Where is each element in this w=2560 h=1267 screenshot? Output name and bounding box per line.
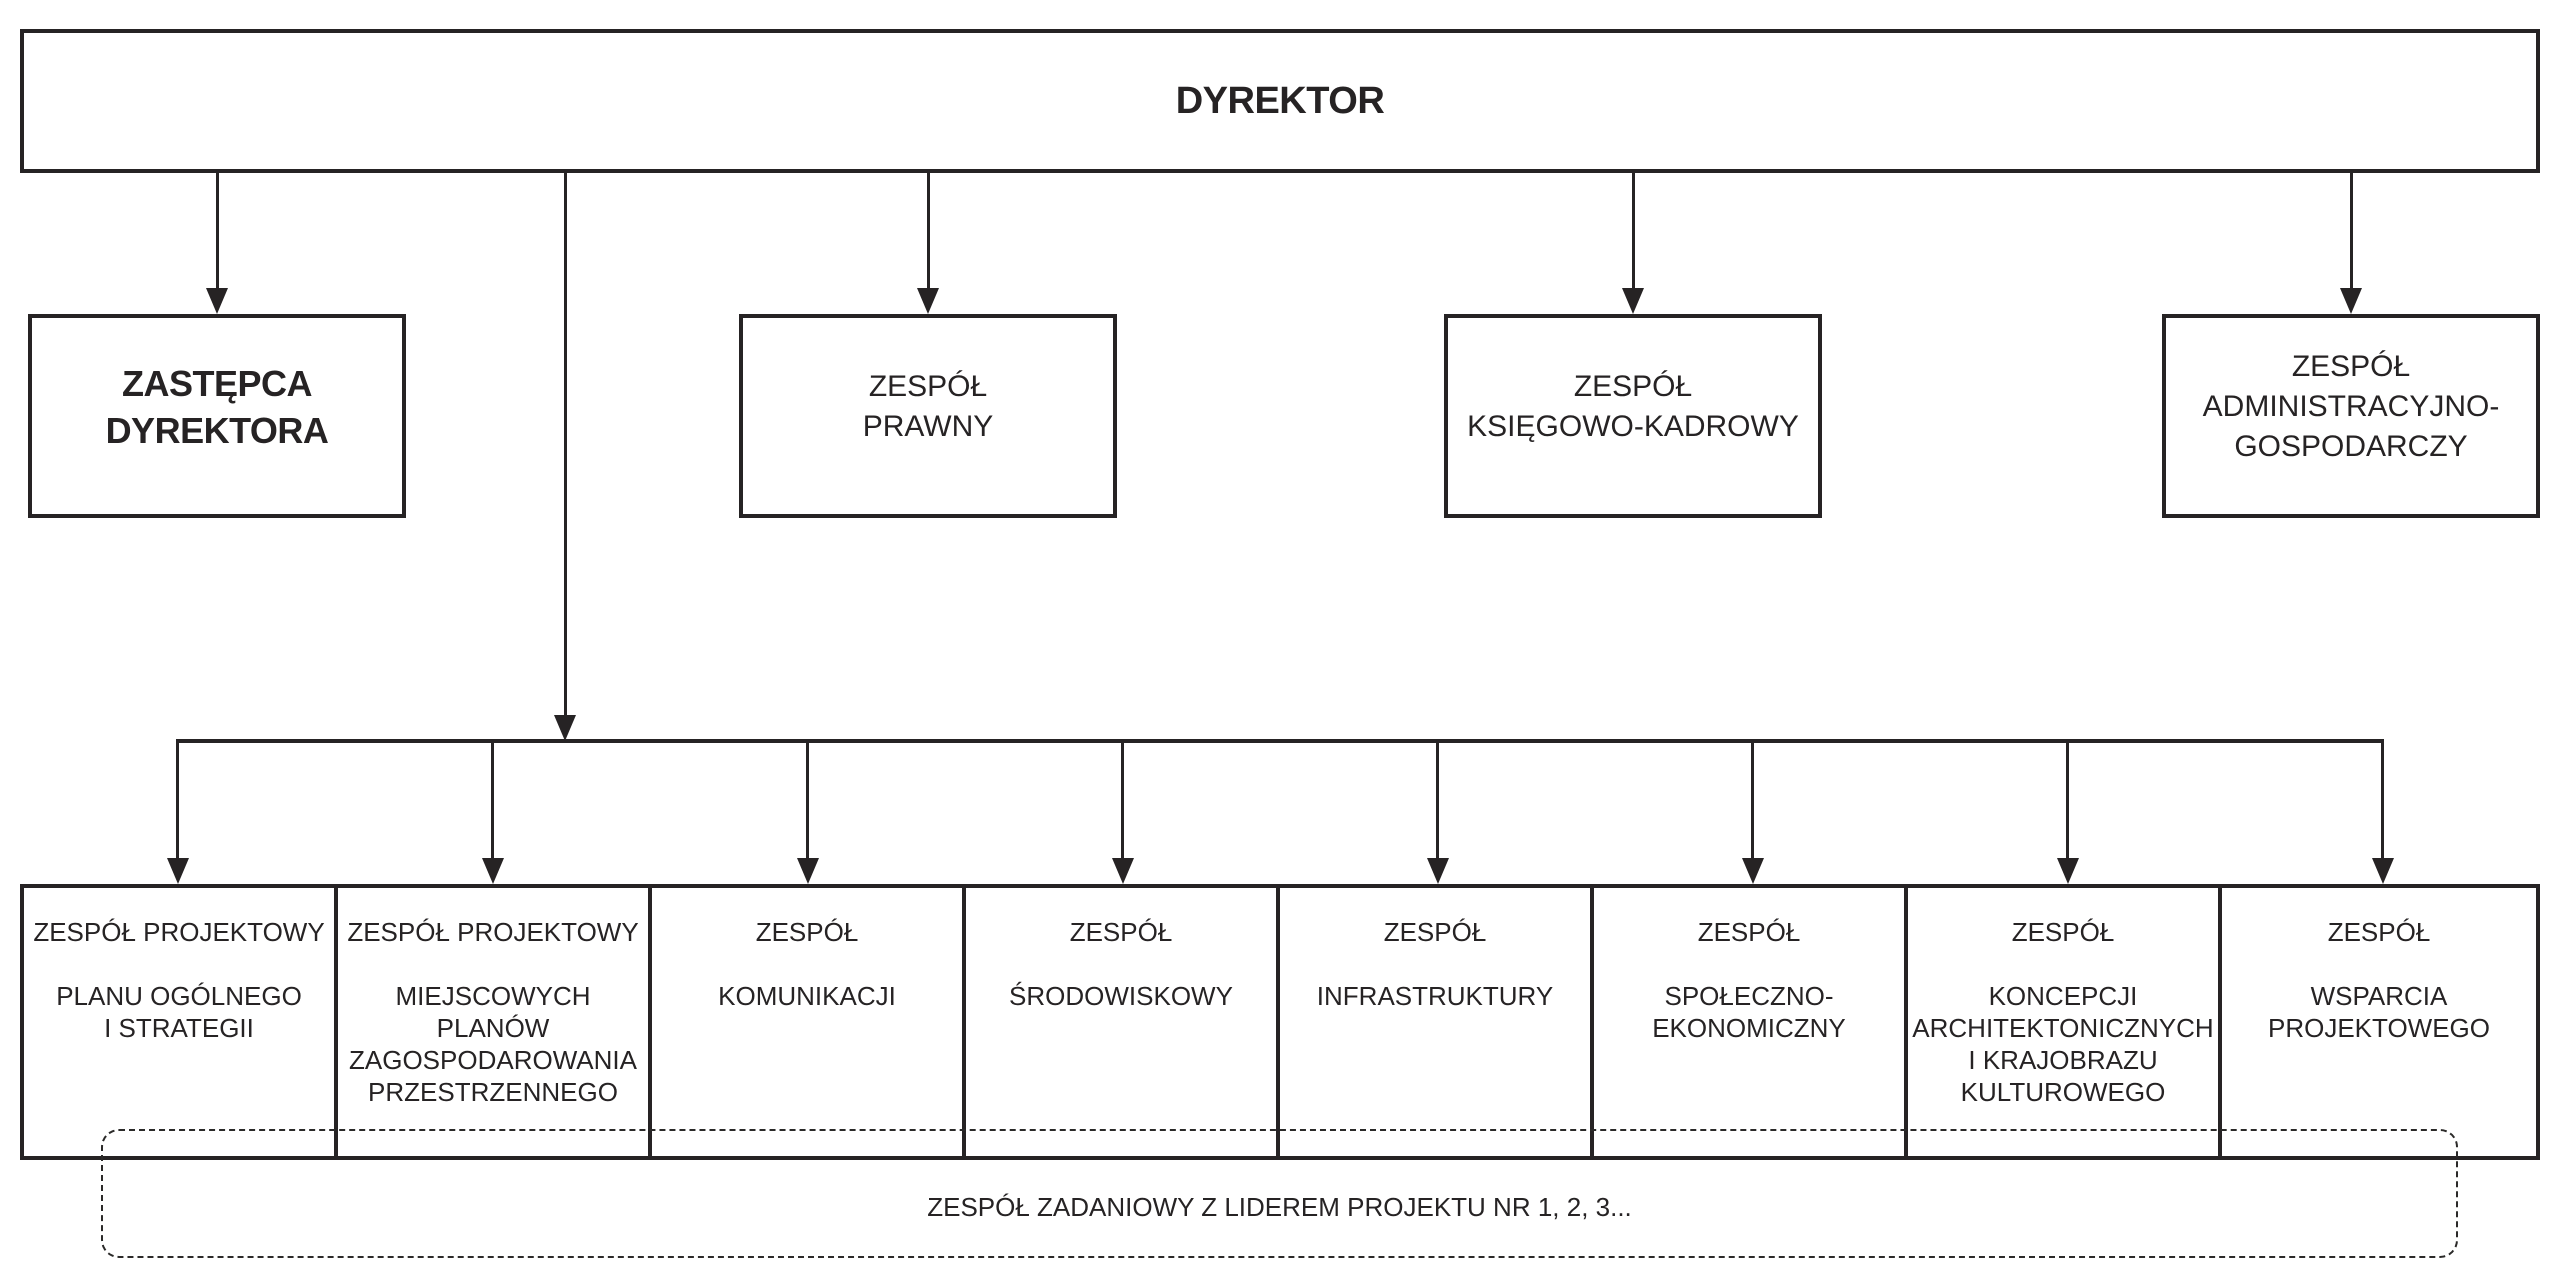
team-subtitle: ŚRODOWISKOWY — [1009, 981, 1233, 1011]
arrowhead-accounting — [1622, 288, 1644, 314]
team-title: ZESPÓŁ — [2327, 917, 2431, 947]
arrowhead-team-6 — [1742, 858, 1764, 884]
socio-economic-team-box — [1594, 888, 1908, 1156]
arrowhead-team-2 — [482, 858, 504, 884]
arrowhead-team-1 — [167, 858, 189, 884]
arrowhead-level3-junction — [554, 715, 576, 741]
admin-economic-team-label: ZESPÓŁ ADMINISTRACYJNO- GOSPODARCZY — [2202, 350, 2500, 463]
connector-to-team-1 — [176, 741, 179, 861]
director-label: DYREKTOR — [1175, 79, 1385, 122]
communication-team-box — [652, 888, 966, 1156]
team-title: ZESPÓŁ — [1697, 917, 1801, 947]
team-title: ZESPÓŁ — [1383, 917, 1487, 947]
director-box — [20, 29, 2540, 173]
team-subtitle: MIEJSCOWYCH PLANÓW ZAGOSPODAROWANIA PRZESTRZENNEGO — [349, 981, 637, 1107]
connector-director-to-admin — [2350, 170, 2353, 290]
connector-to-team-8 — [2381, 741, 2384, 861]
level3-distribution-line — [176, 739, 2384, 743]
task-team-dashed-box — [101, 1129, 2458, 1258]
connector-director-to-accounting — [1632, 170, 1635, 290]
connector-to-team-4 — [1121, 741, 1124, 861]
team-title: ZESPÓŁ — [2011, 917, 2115, 947]
team-subtitle: SPOŁECZNO- EKONOMICZNY — [1652, 981, 1846, 1043]
arrowhead-team-5 — [1427, 858, 1449, 884]
infrastructure-team-box — [1280, 888, 1594, 1156]
arrowhead-admin — [2340, 288, 2362, 314]
team-title: ZESPÓŁ — [1069, 917, 1173, 947]
connector-director-to-legal — [927, 170, 930, 290]
task-team-label: ZESPÓŁ ZADANIOWY Z LIDEREM PROJEKTU NR 1, 2, 3... — [927, 1192, 1632, 1222]
connector-director-to-deputy — [216, 170, 219, 290]
project-team-general-plan-box — [24, 888, 338, 1156]
team-subtitle: KOMUNIKACJI — [718, 981, 896, 1011]
connector-director-to-level3 — [564, 170, 567, 717]
arrowhead-legal — [917, 288, 939, 314]
arrowhead-team-3 — [797, 858, 819, 884]
legal-team-label: ZESPÓŁ PRAWNY — [862, 370, 994, 443]
connector-to-team-2 — [491, 741, 494, 861]
team-subtitle: INFRASTRUKTURY — [1316, 981, 1554, 1011]
legal-team-box — [739, 314, 1117, 518]
level3-strip — [20, 884, 2540, 1160]
project-team-local-plans-box — [338, 888, 652, 1156]
team-subtitle: WSPARCIA PROJEKTOWEGO — [2268, 981, 2490, 1043]
project-support-team-box — [2222, 888, 2536, 1156]
team-title: ZESPÓŁ PROJEKTOWY — [33, 917, 325, 947]
arrowhead-deputy — [206, 288, 228, 314]
connector-to-team-5 — [1436, 741, 1439, 861]
connector-to-team-6 — [1751, 741, 1754, 861]
connector-to-team-3 — [806, 741, 809, 861]
arrowhead-team-7 — [2057, 858, 2079, 884]
accounting-hr-team-box — [1444, 314, 1822, 518]
connector-to-team-7 — [2066, 741, 2069, 861]
team-title: ZESPÓŁ — [755, 917, 859, 947]
team-title: ZESPÓŁ PROJEKTOWY — [347, 917, 639, 947]
architectural-concepts-team-box — [1908, 888, 2222, 1156]
deputy-director-box — [28, 314, 406, 518]
team-subtitle: PLANU OGÓLNEGO I STRATEGII — [56, 981, 302, 1043]
accounting-hr-team-label: ZESPÓŁ KSIĘGOWO-KADROWY — [1467, 370, 1799, 443]
arrowhead-team-4 — [1112, 858, 1134, 884]
arrowhead-team-8 — [2372, 858, 2394, 884]
deputy-director-label: ZASTĘPCA DYREKTORA — [105, 363, 329, 451]
team-subtitle: KONCEPCJI ARCHITEKTONICZNYCH I KRAJOBRAZU KULTUROWEGO — [1912, 981, 2214, 1107]
admin-economic-team-box — [2162, 314, 2540, 518]
environmental-team-box — [966, 888, 1280, 1156]
